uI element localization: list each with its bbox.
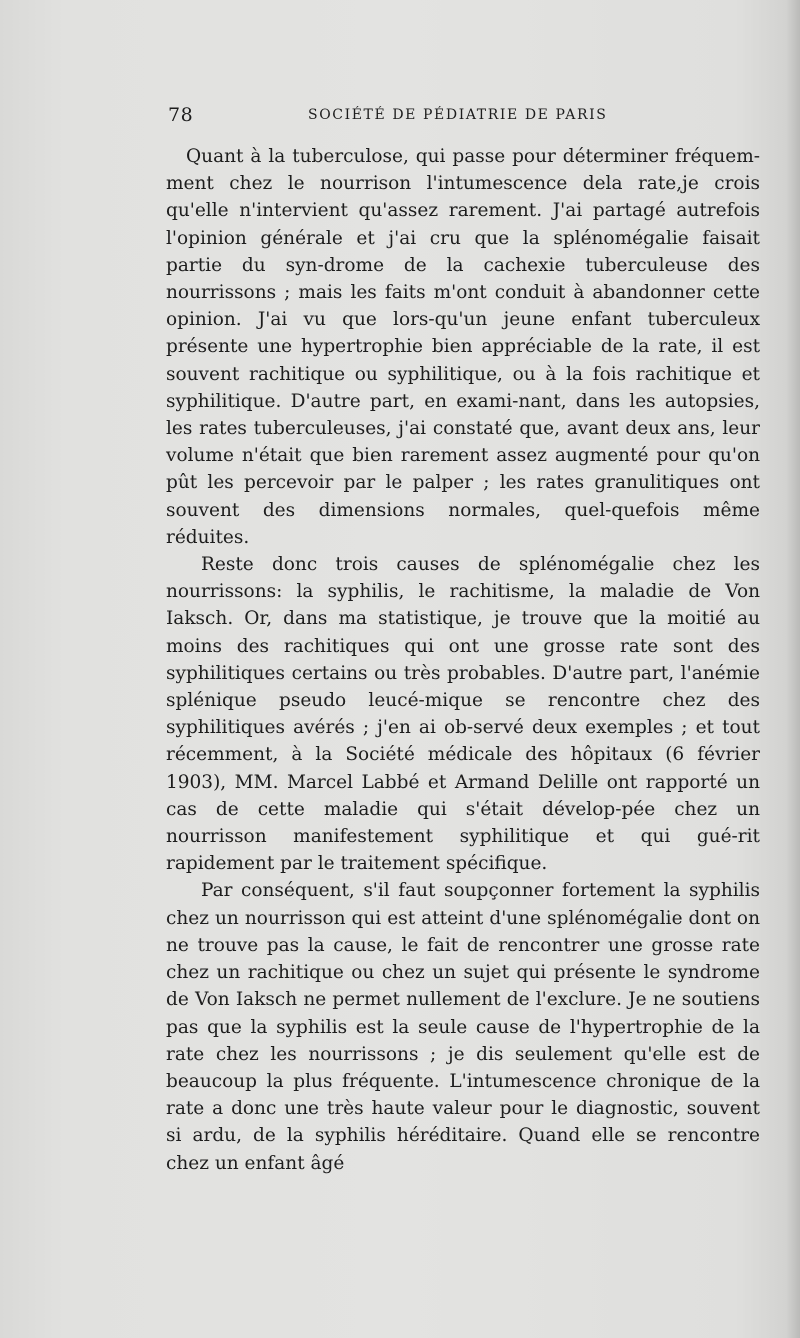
page-header (168, 104, 758, 134)
paragraph-conclusion: Par conséquent, s'il faut soupçonner fortement la syphilis chez un nourrisson qui est atteint d'une splénomégalie dont on ne trouve pas la cause, le fait de rencontrer une grosse rate chez un rachitique ou chez un sujet qui présente le syndrome de Von Iaksch ne permet nullement de l'exclure. Je ne soutiens pas que la syphilis est la seule cause de l'hypertrophie de la rate chez les nourrissons ; je dis seulement qu'elle est de beaucoup la plus fréquente. L'intumescence chronique de la rate a donc une très haute valeur pour le diagnostic, souvent si ardu, de la syphilis héréditaire. Quand elle se rencontre chez un enfant âgé (166, 880, 760, 1174)
page-number: 78 (168, 104, 194, 126)
body-text (166, 143, 760, 1177)
paragraph-causes: Reste donc trois causes de splénomégalie chez les nourrissons: la syphilis, le rachitisme, la maladie de Von Iaksch. Or, dans ma statistique, je trouve que la moitié au moins des rachitiques qui ont une grosse rate sont des syphilitiques certains ou très probables. D'autre part, l'anémie splénique pseudo leucé-mique se rencontre chez des syphilitiques avérés ; j'en ai ob-servé deux exemples ; et tout récemment, à la Société médicale des hôpitaux (6 février 1903), MM. Marcel Labbé et Armand Delille ont rapporté un cas de cette maladie qui s'était dévelop-pée chez un nourrisson manifestement syphilitique et qui gué-rit rapidement par le traitement spécifique. (166, 554, 760, 875)
paragraph-tuberculosis: Quant à la tuberculose, qui passe pour déterminer fréquem-ment chez le nourrison l'intumescence dela rate,je crois qu'elle n'intervient qu'assez rarement. J'ai partagé autrefois l'opinion générale et j'ai cru que la splénomégalie faisait partie du syn-drome de la cachexie tuberculeuse des nourrissons ; mais les faits m'ont conduit à abandonner cette opinion. J'ai vu que lors-qu'un jeune enfant tuberculeux présente une hypertrophie bien appréciable de la rate, il est souvent rachitique ou syphilitique, ou à la fois rachitique et syphilitique. D'autre part, en exami-nant, dans les autopsies, les rates tuberculeuses, j'ai constaté que, avant deux ans, leur volume n'était que bien rarement assez augmenté pour qu'on pût les percevoir par le palper ; les rates granulitiques ont souvent des dimensions normales, quel-quefois même réduites. (166, 146, 760, 548)
running-title: SOCIÉTÉ DE PÉDIATRIE DE PARIS (308, 107, 608, 123)
page-edge-shadow (786, 0, 800, 1338)
